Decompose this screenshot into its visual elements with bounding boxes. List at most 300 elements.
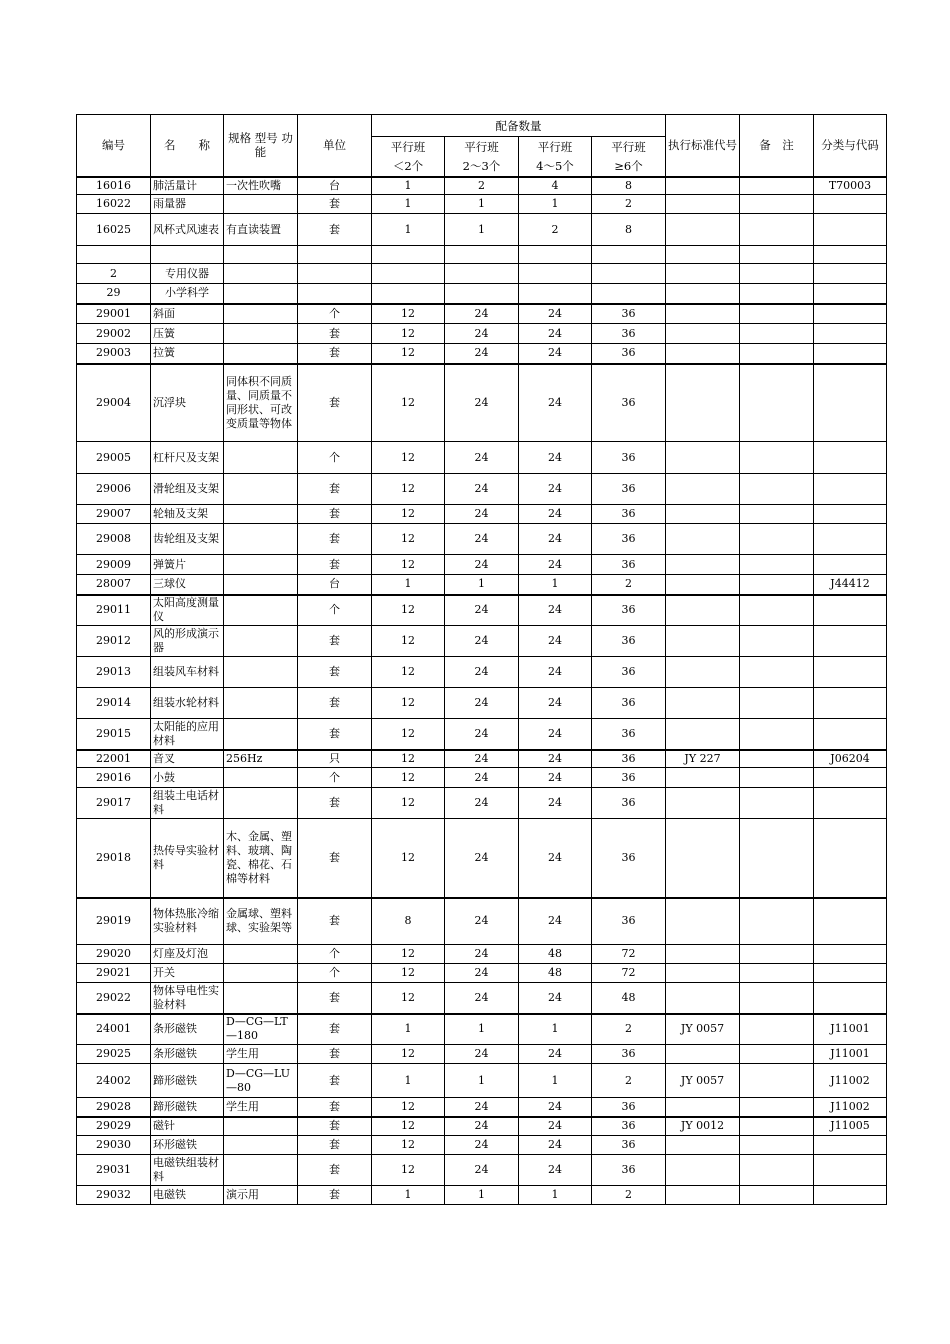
header-unit: 单位 — [298, 115, 372, 177]
header-qty-range: 2～3个 — [445, 157, 519, 177]
cell-qty-1: 1 — [372, 575, 445, 595]
cell-remark — [740, 768, 814, 788]
cell-qty-3 — [519, 284, 592, 304]
cell-qty-3 — [519, 264, 592, 284]
cell-qty-3: 1 — [519, 1014, 592, 1045]
cell-standard — [666, 1136, 740, 1155]
cell-spec — [224, 575, 298, 595]
cell-category — [814, 595, 887, 626]
cell-qty-4: 36 — [592, 1045, 666, 1064]
cell-spec: D—CG—LT—180 — [224, 1014, 298, 1045]
cell-standard — [666, 964, 740, 983]
table-row — [77, 1186, 887, 1205]
cell-qty-1 — [372, 246, 445, 264]
cell-qty-1: 12 — [372, 983, 445, 1014]
cell-category — [814, 555, 887, 575]
cell-unit: 套 — [298, 1064, 372, 1098]
cell-unit — [298, 264, 372, 284]
cell-name: 音叉 — [151, 750, 224, 768]
cell-unit: 个 — [298, 768, 372, 788]
cell-remark — [740, 474, 814, 505]
cell-qty-4: 36 — [592, 524, 666, 555]
cell-name: 组装风车材料 — [151, 657, 224, 688]
cell-qty-1: 12 — [372, 364, 445, 442]
cell-category — [814, 788, 887, 819]
cell-spec — [224, 505, 298, 524]
cell-code: 29032 — [77, 1186, 151, 1205]
cell-standard — [666, 788, 740, 819]
cell-qty-4: 36 — [592, 555, 666, 575]
table-row — [77, 505, 887, 524]
cell-qty-1 — [372, 284, 445, 304]
cell-qty-1: 12 — [372, 1155, 445, 1186]
cell-code: 29001 — [77, 304, 151, 324]
cell-remark — [740, 1155, 814, 1186]
cell-remark — [740, 1045, 814, 1064]
cell-qty-2: 24 — [445, 626, 519, 657]
cell-remark — [740, 575, 814, 595]
cell-code: 29028 — [77, 1098, 151, 1117]
cell-standard — [666, 657, 740, 688]
cell-spec — [224, 964, 298, 983]
cell-category — [814, 442, 887, 474]
cell-unit: 套 — [298, 1155, 372, 1186]
cell-unit: 套 — [298, 1045, 372, 1064]
table-row — [77, 964, 887, 983]
cell-qty-4: 36 — [592, 595, 666, 626]
cell-remark — [740, 1136, 814, 1155]
cell-qty-3: 24 — [519, 1045, 592, 1064]
table-row — [77, 246, 887, 264]
cell-qty-2: 24 — [445, 688, 519, 719]
cell-remark — [740, 264, 814, 284]
cell-category — [814, 983, 887, 1014]
cell-code: 29020 — [77, 945, 151, 964]
cell-qty-2: 1 — [445, 1186, 519, 1205]
cell-qty-1: 1 — [372, 214, 445, 246]
cell-qty-1: 12 — [372, 344, 445, 364]
cell-qty-1: 12 — [372, 1098, 445, 1117]
table-row — [77, 983, 887, 1014]
cell-category — [814, 195, 887, 214]
cell-qty-4: 2 — [592, 1186, 666, 1205]
cell-unit: 套 — [298, 898, 372, 945]
cell-remark — [740, 524, 814, 555]
cell-qty-4: 2 — [592, 195, 666, 214]
cell-spec — [224, 555, 298, 575]
table-row — [77, 442, 887, 474]
cell-spec — [224, 284, 298, 304]
header-category: 分类与代码 — [814, 115, 887, 177]
cell-code: 29015 — [77, 719, 151, 750]
cell-code: 29030 — [77, 1136, 151, 1155]
cell-standard — [666, 575, 740, 595]
cell-standard — [666, 324, 740, 344]
cell-remark — [740, 505, 814, 524]
cell-unit: 套 — [298, 1014, 372, 1045]
cell-code: 28007 — [77, 575, 151, 595]
cell-spec: 学生用 — [224, 1045, 298, 1064]
cell-remark — [740, 1186, 814, 1205]
cell-qty-2: 24 — [445, 344, 519, 364]
cell-qty-2: 24 — [445, 750, 519, 768]
cell-qty-3: 24 — [519, 719, 592, 750]
cell-name: 热传导实验材料 — [151, 819, 224, 898]
cell-category — [814, 1186, 887, 1205]
cell-qty-3: 24 — [519, 555, 592, 575]
header-qty-range: 4～5个 — [519, 157, 592, 177]
cell-remark — [740, 1117, 814, 1136]
cell-code: 29025 — [77, 1045, 151, 1064]
cell-standard — [666, 264, 740, 284]
cell-standard — [666, 474, 740, 505]
cell-qty-4: 2 — [592, 1014, 666, 1045]
cell-remark — [740, 788, 814, 819]
cell-standard — [666, 819, 740, 898]
cell-standard — [666, 214, 740, 246]
cell-qty-1 — [372, 264, 445, 284]
cell-qty-4: 36 — [592, 788, 666, 819]
header-standard: 执行标准代号 — [666, 115, 740, 177]
cell-name: 物体导电性实验材料 — [151, 983, 224, 1014]
cell-qty-3: 24 — [519, 768, 592, 788]
cell-name: 环形磁铁 — [151, 1136, 224, 1155]
cell-spec — [224, 324, 298, 344]
cell-unit: 只 — [298, 750, 372, 768]
cell-unit: 套 — [298, 788, 372, 819]
cell-code: 22001 — [77, 750, 151, 768]
cell-qty-2: 24 — [445, 1136, 519, 1155]
cell-standard — [666, 304, 740, 324]
cell-qty-3: 24 — [519, 983, 592, 1014]
header-quantity: 配备数量 — [372, 115, 666, 137]
cell-unit: 套 — [298, 688, 372, 719]
cell-name: 斜面 — [151, 304, 224, 324]
table-row — [77, 750, 887, 768]
cell-standard — [666, 688, 740, 719]
cell-qty-2: 24 — [445, 324, 519, 344]
cell-spec — [224, 195, 298, 214]
cell-spec: 学生用 — [224, 1098, 298, 1117]
cell-qty-3: 24 — [519, 750, 592, 768]
cell-qty-4: 8 — [592, 214, 666, 246]
cell-qty-3: 24 — [519, 505, 592, 524]
table-row — [77, 524, 887, 555]
cell-qty-2: 24 — [445, 1098, 519, 1117]
cell-standard — [666, 719, 740, 750]
cell-category: J44412 — [814, 575, 887, 595]
cell-spec: 金属球、塑料球、实验架等 — [224, 898, 298, 945]
cell-qty-1: 1 — [372, 177, 445, 195]
cell-remark — [740, 983, 814, 1014]
table-row — [77, 595, 887, 626]
table-row — [77, 1045, 887, 1064]
cell-standard — [666, 1098, 740, 1117]
header-spec: 规格 型号 功能 — [224, 115, 298, 177]
cell-remark — [740, 657, 814, 688]
cell-unit: 套 — [298, 626, 372, 657]
cell-qty-1: 12 — [372, 1117, 445, 1136]
cell-standard — [666, 246, 740, 264]
cell-spec — [224, 344, 298, 364]
cell-spec — [224, 983, 298, 1014]
cell-unit: 套 — [298, 324, 372, 344]
cell-qty-3: 24 — [519, 474, 592, 505]
cell-qty-3: 24 — [519, 1155, 592, 1186]
cell-standard — [666, 442, 740, 474]
table-row — [77, 1136, 887, 1155]
cell-remark — [740, 364, 814, 442]
cell-remark — [740, 1064, 814, 1098]
cell-code: 29002 — [77, 324, 151, 344]
cell-code: 29018 — [77, 819, 151, 898]
cell-category — [814, 688, 887, 719]
cell-qty-1: 12 — [372, 945, 445, 964]
cell-name: 组装水轮材料 — [151, 688, 224, 719]
cell-category — [814, 1155, 887, 1186]
cell-qty-1: 12 — [372, 964, 445, 983]
cell-remark — [740, 214, 814, 246]
cell-qty-1: 12 — [372, 555, 445, 575]
cell-qty-2: 24 — [445, 524, 519, 555]
cell-remark — [740, 284, 814, 304]
header-qty-sub: 平行班 — [445, 137, 519, 157]
cell-qty-3: 24 — [519, 1136, 592, 1155]
cell-qty-2: 24 — [445, 964, 519, 983]
table-row — [77, 1117, 887, 1136]
cell-qty-4 — [592, 284, 666, 304]
cell-qty-1: 12 — [372, 657, 445, 688]
cell-qty-4: 2 — [592, 1064, 666, 1098]
cell-code: 29003 — [77, 344, 151, 364]
cell-spec — [224, 788, 298, 819]
cell-category — [814, 819, 887, 898]
cell-qty-4: 36 — [592, 750, 666, 768]
cell-standard — [666, 1186, 740, 1205]
cell-qty-1: 12 — [372, 474, 445, 505]
cell-qty-4: 36 — [592, 688, 666, 719]
cell-unit: 套 — [298, 524, 372, 555]
cell-unit: 套 — [298, 1136, 372, 1155]
cell-qty-1: 1 — [372, 1186, 445, 1205]
header-remark: 备 注 — [740, 115, 814, 177]
cell-standard — [666, 195, 740, 214]
cell-spec — [224, 1136, 298, 1155]
cell-name: 拉簧 — [151, 344, 224, 364]
cell-qty-3: 24 — [519, 688, 592, 719]
cell-qty-3: 24 — [519, 364, 592, 442]
cell-qty-4: 36 — [592, 1155, 666, 1186]
table-row — [77, 195, 887, 214]
cell-code: 29005 — [77, 442, 151, 474]
cell-qty-4: 36 — [592, 898, 666, 945]
cell-remark — [740, 304, 814, 324]
cell-remark — [740, 898, 814, 945]
cell-spec — [224, 1117, 298, 1136]
cell-remark — [740, 177, 814, 195]
cell-remark — [740, 442, 814, 474]
cell-standard: JY 0057 — [666, 1064, 740, 1098]
cell-qty-3: 24 — [519, 788, 592, 819]
cell-name: 肺活量计 — [151, 177, 224, 195]
cell-category: J11005 — [814, 1117, 887, 1136]
cell-unit: 套 — [298, 983, 372, 1014]
cell-category — [814, 1136, 887, 1155]
cell-unit: 套 — [298, 344, 372, 364]
cell-code: 29008 — [77, 524, 151, 555]
cell-category — [814, 474, 887, 505]
cell-remark — [740, 964, 814, 983]
cell-standard — [666, 768, 740, 788]
cell-spec: 有直读装置 — [224, 214, 298, 246]
header-qty-sub: 平行班 — [372, 137, 445, 157]
cell-qty-1: 12 — [372, 505, 445, 524]
cell-code: 29006 — [77, 474, 151, 505]
cell-qty-4: 36 — [592, 442, 666, 474]
cell-name: 太阳高度测量仪 — [151, 595, 224, 626]
cell-qty-1: 12 — [372, 819, 445, 898]
cell-name: 压簧 — [151, 324, 224, 344]
cell-qty-4: 36 — [592, 626, 666, 657]
cell-unit: 个 — [298, 964, 372, 983]
cell-code — [77, 246, 151, 264]
cell-qty-2: 24 — [445, 719, 519, 750]
cell-qty-2: 1 — [445, 214, 519, 246]
cell-standard — [666, 1045, 740, 1064]
table-row — [77, 264, 887, 284]
cell-category — [814, 524, 887, 555]
cell-spec — [224, 945, 298, 964]
cell-qty-1: 12 — [372, 524, 445, 555]
cell-qty-3: 24 — [519, 626, 592, 657]
cell-qty-1: 12 — [372, 1045, 445, 1064]
cell-qty-2: 24 — [445, 304, 519, 324]
cell-remark — [740, 595, 814, 626]
table-row — [77, 719, 887, 750]
cell-standard — [666, 284, 740, 304]
cell-name: 电磁铁 — [151, 1186, 224, 1205]
cell-standard — [666, 177, 740, 195]
cell-unit: 套 — [298, 555, 372, 575]
cell-code: 29004 — [77, 364, 151, 442]
cell-standard — [666, 364, 740, 442]
cell-standard — [666, 344, 740, 364]
cell-qty-3: 24 — [519, 657, 592, 688]
cell-qty-4: 36 — [592, 505, 666, 524]
cell-qty-3: 24 — [519, 819, 592, 898]
table-row — [77, 1098, 887, 1117]
cell-remark — [740, 344, 814, 364]
cell-name: 小学科学 — [151, 284, 224, 304]
cell-unit: 套 — [298, 657, 372, 688]
cell-standard — [666, 555, 740, 575]
cell-qty-2: 24 — [445, 983, 519, 1014]
cell-unit: 个 — [298, 945, 372, 964]
cell-code: 2 — [77, 264, 151, 284]
cell-code: 29 — [77, 284, 151, 304]
cell-remark — [740, 195, 814, 214]
cell-standard — [666, 595, 740, 626]
cell-category — [814, 246, 887, 264]
table-row — [77, 788, 887, 819]
cell-standard — [666, 1155, 740, 1186]
header-qty-sub: 平行班 — [519, 137, 592, 157]
cell-unit: 套 — [298, 819, 372, 898]
cell-spec: 一次性吹嘴 — [224, 177, 298, 195]
cell-standard — [666, 983, 740, 1014]
cell-qty-4: 36 — [592, 1136, 666, 1155]
cell-name: 条形磁铁 — [151, 1045, 224, 1064]
cell-name: 太阳能的应用材料 — [151, 719, 224, 750]
cell-qty-3: 48 — [519, 964, 592, 983]
cell-category — [814, 214, 887, 246]
table-row — [77, 474, 887, 505]
cell-unit: 个 — [298, 442, 372, 474]
cell-qty-3 — [519, 246, 592, 264]
cell-remark — [740, 1014, 814, 1045]
cell-code: 29009 — [77, 555, 151, 575]
cell-unit: 台 — [298, 575, 372, 595]
cell-qty-1: 12 — [372, 595, 445, 626]
cell-qty-3: 24 — [519, 1117, 592, 1136]
cell-qty-1: 12 — [372, 768, 445, 788]
cell-code: 29031 — [77, 1155, 151, 1186]
header-qty-sub: 平行班 — [592, 137, 666, 157]
cell-category — [814, 264, 887, 284]
cell-category — [814, 284, 887, 304]
cell-category — [814, 344, 887, 364]
cell-qty-1: 1 — [372, 195, 445, 214]
cell-name: 蹄形磁铁 — [151, 1098, 224, 1117]
cell-name: 组装土电话材料 — [151, 788, 224, 819]
cell-remark — [740, 246, 814, 264]
cell-name: 蹄形磁铁 — [151, 1064, 224, 1098]
cell-qty-2: 24 — [445, 1117, 519, 1136]
cell-code: 16025 — [77, 214, 151, 246]
cell-remark — [740, 719, 814, 750]
cell-name: 灯座及灯泡 — [151, 945, 224, 964]
cell-category: J06204 — [814, 750, 887, 768]
cell-remark — [740, 819, 814, 898]
cell-qty-3: 24 — [519, 442, 592, 474]
cell-code: 29029 — [77, 1117, 151, 1136]
cell-name: 风的形成演示器 — [151, 626, 224, 657]
cell-qty-4: 36 — [592, 657, 666, 688]
cell-unit: 台 — [298, 177, 372, 195]
cell-spec — [224, 626, 298, 657]
cell-qty-4: 36 — [592, 1117, 666, 1136]
cell-code: 29021 — [77, 964, 151, 983]
cell-spec — [224, 304, 298, 324]
cell-unit — [298, 284, 372, 304]
cell-qty-3: 2 — [519, 214, 592, 246]
cell-qty-2: 2 — [445, 177, 519, 195]
table-row — [77, 214, 887, 246]
cell-standard — [666, 626, 740, 657]
cell-spec — [224, 442, 298, 474]
cell-standard — [666, 898, 740, 945]
cell-name: 磁针 — [151, 1117, 224, 1136]
cell-standard: JY 0012 — [666, 1117, 740, 1136]
cell-standard — [666, 505, 740, 524]
cell-spec: 同体积不同质量、同质量不同形状、可改变质量等物体 — [224, 364, 298, 442]
cell-qty-3: 1 — [519, 1186, 592, 1205]
cell-qty-4: 8 — [592, 177, 666, 195]
cell-category — [814, 626, 887, 657]
cell-category — [814, 304, 887, 324]
table-row — [77, 324, 887, 344]
cell-name — [151, 246, 224, 264]
